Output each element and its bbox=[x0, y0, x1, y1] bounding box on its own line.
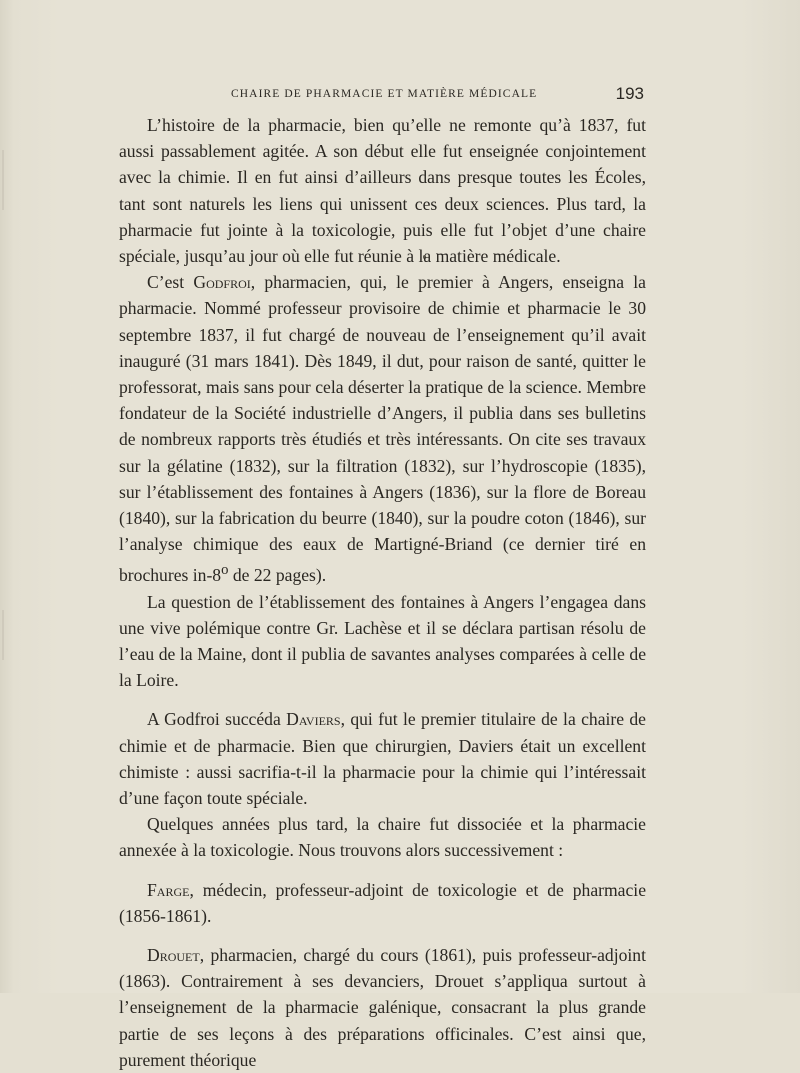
paragraph bbox=[119, 269, 646, 588]
running-title: CHAIRE DE PHARMACIE ET MATIÈRE MÉDICALE bbox=[231, 88, 538, 100]
superscript: o bbox=[221, 562, 229, 579]
page-edge-shadow bbox=[2, 610, 4, 660]
paragraph-text: Quelques années plus tard, la chaire fut dissociée et la pharmacie annexée à la toxicologie. Nous trouvons alors successivement : bbox=[119, 814, 646, 861]
paragraph bbox=[119, 877, 646, 929]
paragraph-text: , pharmacien, chargé du cours (1861), puis professeur-adjoint (1863). Contrairement à ses devanciers, Drouet s’appliqua surtout à l’enseignement de la pharmacie galénique, consacrant la plus grande partie de ses leçons à des préparations officinales. C’est ainsi que, purement théorique bbox=[119, 944, 646, 1070]
paragraph-text: , qui fut le premier titulaire de la chaire de chimie et de pharmacie. Bien que chirurgien, Daviers était un excellent chimiste : aussi sacrifia-t-il la pharmacie pour la chimie qui l’intéressait d’une façon toute spéciale. bbox=[119, 709, 646, 808]
paragraph-tail: de 22 pages). bbox=[228, 565, 327, 586]
paragraph-text: L’histoire de la pharmacie, bien qu’elle ne remonte qu’à 1837, fut aussi passablement agitée. A son début elle fut enseignée conjointement avec la chimie. Il en fut ainsi d’ailleurs dans presque toutes les Écoles, tant sont naturels les liens qui unissent ces deux sciences. Plus tard, la pharmacie fut jointe à la toxicologie, puis elle fut l’objet d’une chaire spéciale, jusqu’au jour où elle fut réunie à la matière médicale. bbox=[119, 115, 646, 267]
body-text bbox=[119, 112, 646, 1073]
paragraph-lead: C’est bbox=[147, 272, 194, 293]
paragraph-lead: A Godfroi succéda bbox=[147, 709, 287, 730]
paragraph bbox=[119, 811, 646, 863]
page-number: 193 bbox=[615, 84, 644, 103]
paragraph bbox=[119, 706, 646, 811]
person-name: Godfroi bbox=[193, 272, 251, 293]
paragraph bbox=[119, 112, 646, 269]
running-header bbox=[231, 84, 661, 106]
page-edge-shadow bbox=[2, 150, 4, 210]
person-name: Drouet bbox=[147, 944, 200, 965]
person-name: Daviers bbox=[286, 709, 341, 730]
paragraph bbox=[119, 942, 646, 1073]
paragraph-text: , pharmacien, qui, le premier à Angers, enseigna la pharmacie. Nommé professeur provisoire de chimie et pharmacie le 30 septembre 1837, il fut chargé de nouveau de l’enseignement qu’il avait inauguré (31 mars 1841). Dès 1849, il dut, pour raison de santé, quitter le professorat, mais sans pour cela déserter la pratique de la science. Membre fondateur de la Société industrielle d’Angers, il publia dans ses bulletins de nombreux rapports très étudiés et très intéressants. On cite ses travaux sur la gélatine (1832), sur la filtration (1832), sur l’hydroscopie (1835), sur l’établissement des fontaines à Angers (1836), sur la flore de Boreau (1840), sur la fabrication du beurre (1840), sur la poudre coton (1846), sur l’analyse chimique des eaux de Martigné-Briand (ce dernier tiré en brochures in-8 bbox=[119, 272, 646, 586]
person-name: Farge bbox=[147, 879, 190, 900]
paragraph-text: , médecin, professeur-adjoint de toxicologie et de pharmacie (1856-1861). bbox=[119, 879, 646, 926]
paragraph bbox=[119, 589, 646, 694]
paragraph-text: La question de l’établissement des fontaines à Angers l’engagea dans une vive polémique contre Gr. Lachèse et il se déclara partisan résolu de l’eau de la Maine, dont il publia de savantes analyses comparées à celle de la Loire. bbox=[119, 591, 646, 691]
